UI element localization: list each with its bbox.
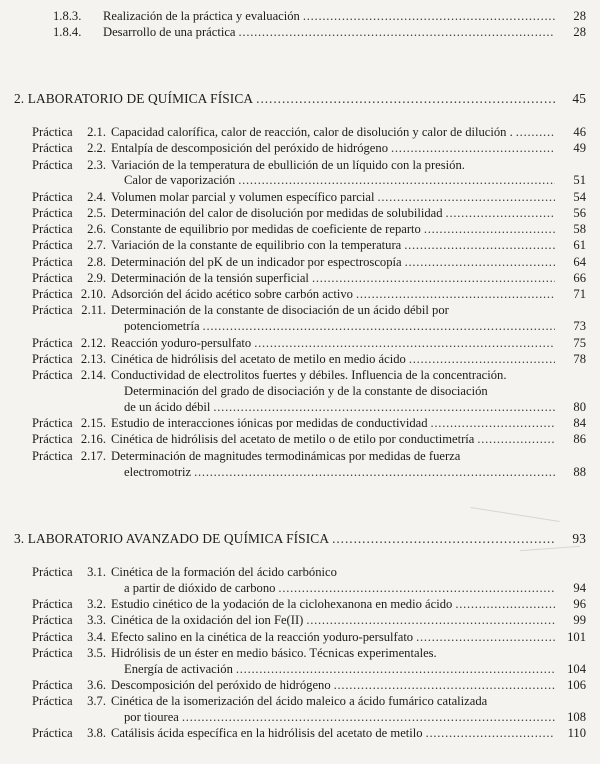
practica-number: 2.13.: [80, 351, 106, 366]
practica-page-number: 110: [567, 726, 586, 741]
practica-line: [111, 303, 449, 318]
practica-label: Práctica: [32, 597, 73, 612]
dot-leader: [377, 190, 555, 205]
practica-title: Determinación del pK de un indicador por espectroscopía: [111, 254, 402, 269]
section-heading-line: [14, 91, 558, 106]
practica-page-number: 51: [573, 173, 586, 188]
practica-line: [124, 710, 558, 725]
practica-line: [111, 565, 337, 580]
practica-page-number: 101: [567, 629, 586, 644]
entry-line: [103, 25, 558, 40]
practica-page-number: 94: [573, 580, 586, 595]
practica-number: 3.2.: [87, 597, 106, 612]
practica-number: 2.9.: [87, 270, 106, 285]
practica-label: Práctica: [32, 189, 73, 204]
practica-label: Práctica: [32, 613, 73, 628]
entry-title: Desarrollo de una práctica: [103, 25, 236, 39]
practica-title: Determinación del grado de disociación y de la constante de disociación: [124, 383, 488, 398]
scan-smudge: [520, 546, 580, 551]
practica-title: Determinación de magnitudes termodinámicas por medidas de fuerza: [111, 448, 461, 463]
practica-number: 2.17.: [80, 448, 106, 463]
practica-title: Estudio de interacciones iónicas por medidas de conductividad: [111, 416, 428, 431]
section-heading-page-number: 93: [572, 531, 586, 546]
practica-number: 2.15.: [80, 416, 106, 431]
practica-title: Adsorción del ácido acético sobre carbón activo: [111, 287, 353, 302]
dot-leader: [239, 25, 555, 40]
dot-leader: [238, 173, 555, 188]
practica-page-number: 88: [573, 464, 586, 479]
practica-page-number: 78: [573, 351, 586, 366]
practica-label: Práctica: [32, 416, 73, 431]
dot-leader: [431, 416, 556, 431]
practica-title: electromotriz: [124, 464, 192, 479]
practica-number: 2.5.: [87, 205, 106, 220]
practica-number: 3.3.: [87, 613, 106, 628]
section-heading-line: [14, 531, 558, 546]
entry-number: 1.8.4.: [53, 25, 82, 39]
practica-title: de un ácido débil: [124, 399, 211, 414]
section-heading-page-number: 45: [572, 91, 586, 106]
practica-line: [111, 646, 437, 661]
dot-leader: [306, 613, 555, 628]
dot-leader: [278, 581, 555, 596]
practica-label: Práctica: [32, 694, 73, 709]
dot-leader: [405, 255, 555, 270]
practica-line: [111, 694, 487, 709]
practica-page-number: 71: [573, 287, 586, 302]
dot-leader: [303, 9, 555, 24]
practica-line: [124, 400, 558, 415]
practica-number: 2.1.: [87, 125, 106, 139]
practica-page-number: 99: [573, 613, 586, 628]
practica-line: [111, 255, 558, 270]
practica-line: [124, 465, 558, 480]
practica-title: Entalpía de descomposición del peróxido de hidrógeno: [111, 141, 388, 156]
practica-title: Constante de equilibrio por medidas de coeficiente de reparto: [111, 222, 421, 237]
practica-number: 2.3.: [87, 157, 106, 172]
practica-line: [124, 581, 558, 596]
practica-title: Conductividad de electrolitos fuertes y débiles. Influencia de la concentración.: [111, 368, 507, 383]
practica-number: 3.7.: [87, 694, 106, 709]
practica-line: [111, 158, 465, 173]
dot-leader: [203, 319, 555, 334]
entry-page-number: 28: [573, 25, 586, 39]
practica-number: 2.2.: [87, 141, 106, 156]
practica-line: [111, 416, 558, 431]
practica-label: Práctica: [32, 432, 73, 447]
practica-number: 2.14.: [80, 368, 106, 383]
practica-line: [111, 449, 460, 464]
practica-title: Cinética de la oxidación del ion Fe(II): [111, 613, 304, 628]
practica-number: 2.4.: [87, 189, 106, 204]
dot-leader: [404, 238, 555, 253]
practica-title: Determinación de la tensión superficial: [111, 270, 309, 285]
practica-label: Práctica: [32, 368, 73, 383]
practica-line: [111, 190, 558, 205]
section-heading-title: 2. LABORATORIO DE QUÍMICA FÍSICA: [14, 91, 254, 106]
practica-line: [111, 352, 558, 367]
dot-leader: [455, 597, 555, 612]
practica-label: Práctica: [32, 287, 73, 302]
practica-number: 3.4.: [87, 629, 106, 644]
practica-page-number: 104: [567, 661, 586, 676]
practica-title: Reacción yoduro-persulfato: [111, 335, 252, 350]
practica-label: Práctica: [32, 254, 73, 269]
practica-number: 2.16.: [80, 432, 106, 447]
practica-label: Práctica: [32, 678, 73, 693]
practica-title: potenciometría: [124, 319, 200, 334]
dot-leader: [236, 662, 555, 677]
practica-line: [111, 238, 558, 253]
practica-page-number: 86: [573, 432, 586, 447]
practica-page-number: 108: [567, 710, 586, 725]
practica-page-number: 80: [573, 399, 586, 414]
entry-title: Realización de la práctica y evaluación: [103, 9, 300, 23]
practica-title: Estudio cinético de la yodación de la ciclohexanona en medio ácido: [111, 597, 453, 612]
practica-number: 3.1.: [87, 565, 106, 579]
practica-page-number: 58: [573, 222, 586, 237]
practica-title: Hidrólisis de un éster en medio básico. Técnicas experimentales.: [111, 645, 437, 660]
practica-label: Práctica: [32, 645, 73, 660]
practica-label: Práctica: [32, 222, 73, 237]
practica-line: [111, 287, 558, 302]
dot-leader: [334, 678, 555, 693]
dot-leader: [477, 432, 555, 447]
practica-title: Energía de activación: [124, 661, 233, 676]
practica-title: Determinación del calor de disolución por medidas de solubilidad: [111, 205, 443, 220]
entry-line: [103, 9, 558, 24]
practica-page-number: 64: [573, 254, 586, 269]
practica-page-number: 96: [573, 597, 586, 612]
practica-label: Práctica: [32, 629, 73, 644]
dot-leader: [332, 531, 555, 546]
practica-line: [111, 141, 558, 156]
dot-leader: [213, 400, 555, 415]
dot-leader: [254, 336, 555, 351]
practica-label: Práctica: [32, 726, 73, 741]
dot-leader: [416, 630, 555, 645]
practica-title: Cinética de la formación del ácido carbónico: [111, 565, 337, 579]
practica-title: por tiourea: [124, 710, 179, 725]
practica-page-number: 75: [573, 335, 586, 350]
practica-label: Práctica: [32, 270, 73, 285]
practica-page-number: 84: [573, 416, 586, 431]
practica-page-number: 49: [573, 141, 586, 156]
practica-line: [124, 319, 558, 334]
practica-title: Variación de la temperatura de ebullición de un líquido con la presión.: [111, 157, 465, 172]
practica-number: 2.11.: [81, 303, 106, 318]
practica-label: Práctica: [32, 125, 73, 139]
practica-number: 2.10.: [80, 287, 106, 302]
practica-title: Capacidad calorífica, calor de reacción, calor de disolución y calor de dilución .: [111, 125, 513, 139]
scan-smudge: [470, 507, 559, 522]
practica-line: [111, 271, 558, 286]
practica-page-number: 54: [573, 189, 586, 204]
entry-page-number: 28: [573, 9, 586, 23]
dot-leader: [516, 125, 555, 140]
section-heading-title: 3. LABORATORIO AVANZADO DE QUÍMICA FÍSICA: [14, 531, 330, 546]
dot-leader: [312, 271, 555, 286]
dot-leader: [256, 91, 555, 106]
practica-line: [111, 726, 558, 741]
dot-leader: [194, 465, 555, 480]
practica-label: Práctica: [32, 448, 73, 463]
practica-title: Cinética de hidrólisis del acetato de metilo o de etilo por conductimetría: [111, 432, 475, 447]
practica-page-number: 73: [573, 319, 586, 334]
dot-leader: [426, 726, 555, 741]
dot-leader: [446, 206, 555, 221]
practica-line: [111, 597, 558, 612]
practica-label: Práctica: [32, 335, 73, 350]
practica-label: Práctica: [32, 303, 73, 318]
practica-label: Práctica: [32, 141, 73, 156]
practica-label: Práctica: [32, 351, 73, 366]
practica-line: [124, 662, 558, 677]
practica-label: Práctica: [32, 205, 73, 220]
practica-number: 2.6.: [87, 222, 106, 237]
practica-page-number: 46: [573, 125, 586, 139]
practica-title: Cinética de hidrólisis del acetato de metilo en medio ácido: [111, 351, 406, 366]
practica-page-number: 61: [573, 238, 586, 253]
dot-leader: [424, 222, 555, 237]
dot-leader: [182, 710, 555, 725]
practica-page-number: 56: [573, 205, 586, 220]
practica-line: [111, 678, 558, 693]
practica-title: Cinética de la isomerización del ácido maleico a ácido fumárico catalizada: [111, 694, 488, 709]
practica-line: [111, 432, 558, 447]
practica-line: [111, 222, 558, 237]
practica-line: [111, 613, 558, 628]
practica-title: Calor de vaporización: [124, 173, 236, 188]
practica-title: Catálisis ácida específica en la hidrólisis del acetato de metilo: [111, 726, 423, 741]
practica-title: Volumen molar parcial y volumen específico parcial: [111, 189, 375, 204]
practica-page-number: 106: [567, 678, 586, 693]
practica-number: 2.8.: [87, 254, 106, 269]
practica-line: [111, 368, 507, 383]
practica-title: Efecto salino en la cinética de la reacción yoduro-persulfato: [111, 629, 414, 644]
dot-leader: [356, 287, 555, 302]
practica-number: 3.5.: [87, 645, 106, 660]
practica-number: 3.8.: [87, 726, 106, 741]
dot-leader: [409, 352, 555, 367]
practica-label: Práctica: [32, 565, 73, 579]
practica-title: Variación de la constante de equilibrio con la temperatura: [111, 238, 402, 253]
practica-title: a partir de dióxido de carbono: [124, 580, 276, 595]
practica-line: [124, 384, 488, 399]
practica-page-number: 66: [573, 270, 586, 285]
dot-leader: [391, 141, 555, 156]
practica-number: 3.6.: [87, 678, 106, 693]
practica-line: [111, 125, 558, 140]
practica-line: [124, 173, 558, 188]
practica-line: [111, 630, 558, 645]
practica-label: Práctica: [32, 157, 73, 172]
practica-title: Descomposición del peróxido de hidrógeno: [111, 678, 331, 693]
practica-label: Práctica: [32, 238, 73, 253]
practica-title: Determinación de la constante de disociación de un ácido débil por: [111, 303, 449, 318]
practica-line: [111, 336, 558, 351]
entry-number: 1.8.3.: [53, 9, 82, 23]
practica-number: 2.12.: [80, 335, 106, 350]
practica-number: 2.7.: [87, 238, 106, 253]
practica-line: [111, 206, 558, 221]
